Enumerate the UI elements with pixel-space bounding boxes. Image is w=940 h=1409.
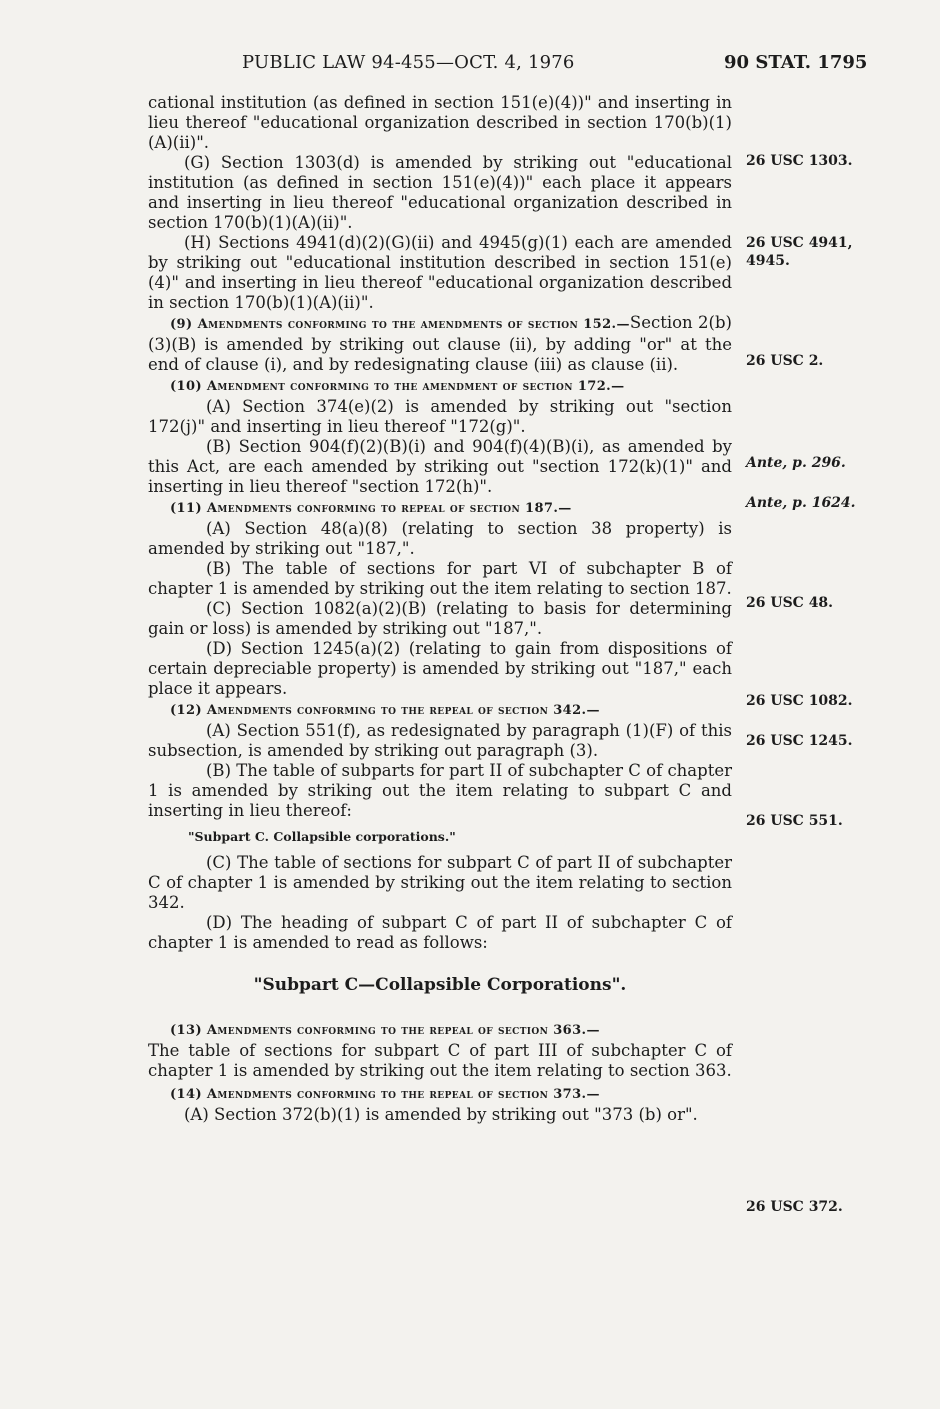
margin-citation: 4945. <box>746 253 790 269</box>
paragraph: The table of sections for subpart C of part III of subchapter C of chapter 1 is amended by striking out the item relating to section 363. <box>148 1041 732 1080</box>
margin-citation: Ante, p. 1624. <box>746 495 856 511</box>
section-heading-text: (11) Amendments conforming to repeal of section 187.— <box>170 501 572 516</box>
section-heading-text: (13) Amendments conforming to the repeal of section 363.— <box>170 1023 600 1038</box>
paragraph: (C) Section 1082(a)(2)(B) (relating to basis for determining gain or loss) is amended by striking out "187,". <box>148 599 732 638</box>
section-heading-text: (12) Amendments conforming to the repeal of section 342.— <box>170 703 600 718</box>
paragraph: (D) Section 1245(a)(2) (relating to gain from dispositions of certain depreciable property) is amended by striking out "187," each place it appears. <box>148 639 732 698</box>
margin-citation: 26 USC 372. <box>746 1199 843 1215</box>
statute-page-number: 90 STAT. 1795 <box>724 52 868 73</box>
paragraph: (H) Sections 4941(d)(2)(G)(ii) and 4945(g)(1) each are amended by striking out "educational institution described in section 151(e)(4)" and inserting in lieu thereof "educational organization described in section 170(b)(1)(A)(ii)". <box>148 233 732 312</box>
section-heading-text: (14) Amendments conforming to the repeal of section 373.— <box>170 1087 600 1102</box>
paragraph-9 <box>148 313 732 375</box>
margin-citation: Ante, p. 296. <box>746 455 846 471</box>
paragraph: (B) The table of subparts for part II of subchapter C of chapter 1 is amended by striking out the item relating to subpart C and inserting in lieu thereof: <box>148 761 732 820</box>
law-title: PUBLIC LAW 94-455—OCT. 4, 1976 <box>242 52 575 73</box>
section-heading <box>148 375 732 397</box>
paragraph-text: Section 2(b)(3)(B) is amended by striking out clause (ii), by adding "or" at the end of clause (i), and by redesignating clause (iii) as clause (ii). <box>148 313 732 374</box>
paragraph: (A) Section 374(e)(2) is amended by striking out "section 172(j)" and inserting in lieu thereof "172(g)". <box>148 397 732 436</box>
subpart-heading: "Subpart C—Collapsible Corporations". <box>253 975 627 995</box>
section-heading-text: (10) Amendment conforming to the amendment of section 172.— <box>170 379 625 394</box>
paragraph: (A) Section 372(b)(1) is amended by striking out "373 (b) or". <box>184 1105 698 1124</box>
margin-citation: 26 USC 1082. <box>746 693 853 709</box>
section-heading: (9) Amendments conforming to the amendments of section 152.— <box>170 317 630 332</box>
statute-text <box>148 93 732 1125</box>
margin-citation: 26 USC 2. <box>746 353 824 369</box>
section-heading <box>148 699 732 721</box>
paragraph: (B) The table of sections for part VI of subchapter B of chapter 1 is amended by striking out the item relating to section 187. <box>148 559 732 598</box>
paragraph: (D) The heading of subpart C of part II of subchapter C of chapter 1 is amended to read as follows: <box>148 913 732 952</box>
paragraph: (G) Section 1303(d) is amended by striking out "educational institution (as defined in section 151(e)(4))" each place it appears and inserting in lieu thereof "educational organization described in section 170(b)(1)(A)(ii)". <box>148 153 732 232</box>
margin-citation: 26 USC 1303. <box>746 153 853 169</box>
paragraph: (B) Section 904(f)(2)(B)(i) and 904(f)(4)(B)(i), as amended by this Act, are each amended by striking out "section 172(k)(1)" and inserting in lieu thereof "section 172(h)". <box>148 437 732 496</box>
margin-citation: 26 USC 48. <box>746 595 834 611</box>
paragraph: (A) Section 551(f), as redesignated by paragraph (1)(F) of this subsection, is amended by striking out paragraph (3). <box>148 721 732 760</box>
margin-citation: 26 USC 1245. <box>746 733 853 749</box>
paragraph: (C) The table of sections for subpart C of part II of subchapter C of chapter 1 is amended by striking out the item relating to section 342. <box>148 853 732 912</box>
paragraph: (A) Section 48(a)(8) (relating to section 38 property) is amended by striking out "187,". <box>148 519 732 558</box>
paragraph: cational institution (as defined in section 151(e)(4))" and inserting in lieu thereof "educational organization described in section 170(b)(1)(A)(ii)". <box>148 93 732 152</box>
paragraph-13 <box>148 1019 732 1041</box>
section-heading <box>148 497 732 519</box>
margin-citation: 26 USC 4941, <box>746 235 853 251</box>
margin-citation: 26 USC 551. <box>746 813 843 829</box>
section-heading <box>148 1083 732 1105</box>
inserted-table-item: "Subpart C. Collapsible corporations." <box>188 829 456 844</box>
running-header <box>0 52 940 74</box>
